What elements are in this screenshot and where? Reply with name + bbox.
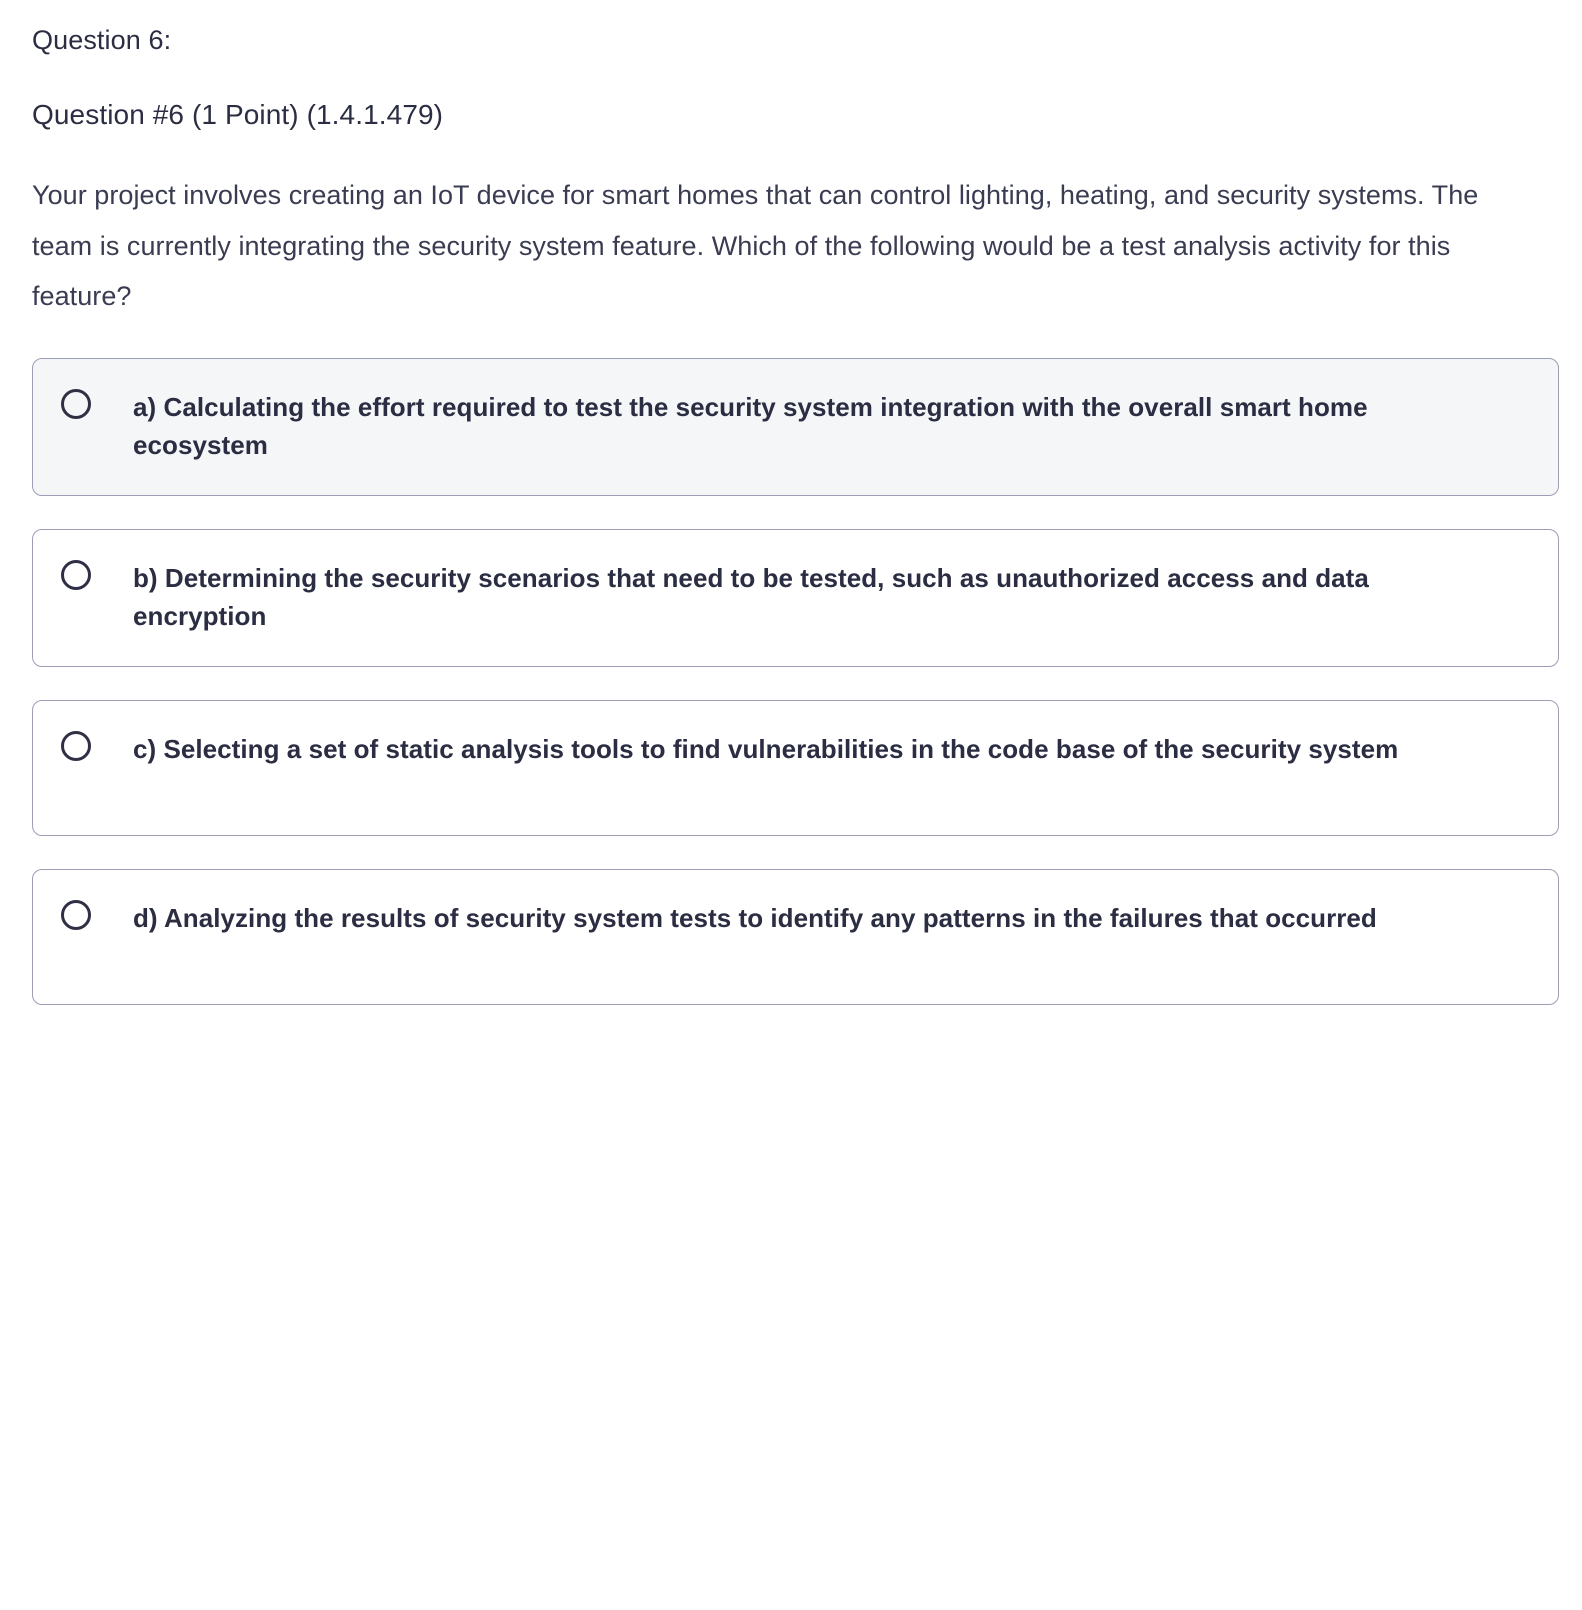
answer-option-a[interactable] <box>32 358 1559 496</box>
answer-option-b[interactable] <box>32 529 1559 667</box>
answer-option-d[interactable] <box>32 869 1559 1005</box>
answer-option-c[interactable] <box>32 700 1559 836</box>
radio-button-icon-b[interactable] <box>61 560 91 590</box>
question-stem-text: Your project involves creating an IoT device for smart homes that can control lighting, heating, and security systems. The team is currently integrating the security system feature. Which of the following would be a test analysis activity for this feature? <box>32 180 1479 312</box>
radio-button-icon-a[interactable] <box>61 389 91 419</box>
radio-button-icon-c[interactable] <box>61 731 91 761</box>
answer-option-label-d: d) Analyzing the results of security system tests to identify any patterns in the failures that occurred <box>133 902 1377 933</box>
answer-option-label-c: c) Selecting a set of static analysis tools to find vulnerabilities in the code base of the security system <box>133 733 1399 764</box>
answer-option-label-b: b) Determining the security scenarios that need to be tested, such as unauthorized access and data encryption <box>133 562 1369 631</box>
question-number-label: Question 6: <box>32 25 172 55</box>
question-heading: Question #6 (1 Point) (1.4.1.479) <box>32 99 444 131</box>
answer-option-label-a: a) Calculating the effort required to test the security system integration with the overall smart home ecosystem <box>133 391 1368 460</box>
radio-button-icon-d[interactable] <box>61 900 91 930</box>
answer-options-list <box>32 358 1558 1005</box>
